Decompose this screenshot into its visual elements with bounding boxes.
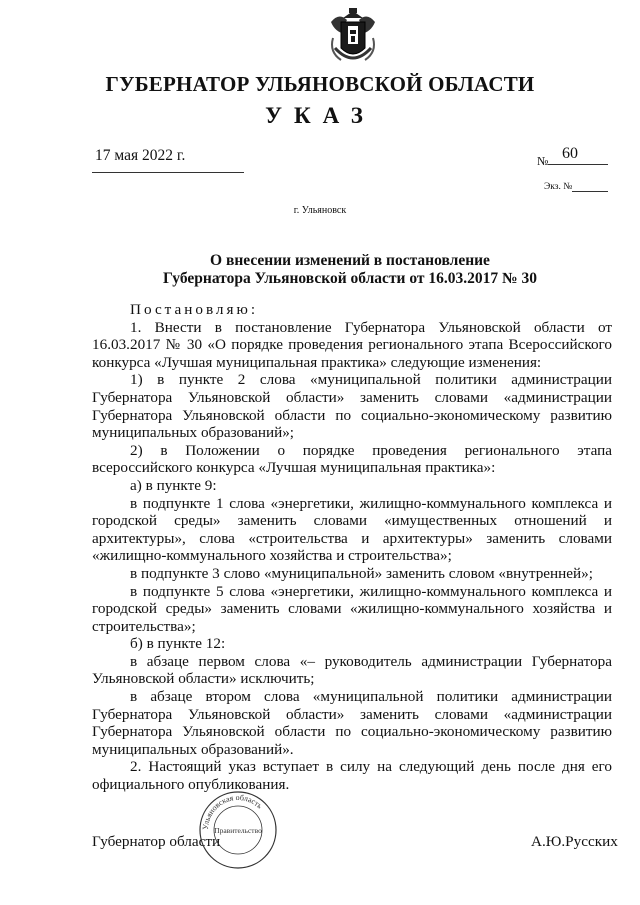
svg-text:Ульяновская область (201, 793, 264, 830)
body-paragraph: 1. Внести в постановление Губернатора Ульяновской области от 16.03.2017 № 30 «О порядке проведения регионального этапа Всероссийского конкурса «Лучшая муниципальная практика» следующие изменения: (92, 318, 612, 371)
seal-center-text: Правительство (214, 826, 262, 835)
body-paragraph: 2) в Положении о порядке проведения регионального этапа всероссийского конкурса «Лучшая муниципальная практика»: (92, 441, 612, 477)
copy-number-label: Экз. № (544, 182, 573, 192)
document-type: УКАЗ (265, 103, 375, 128)
coat-of-arms-icon (325, 8, 381, 70)
signatory-name: А.Ю.Русских (531, 833, 618, 850)
issuer-title: ГУБЕРНАТОР УЛЬЯНОВСКОЙ ОБЛАСТИ (105, 72, 535, 96)
document-subject (90, 252, 610, 288)
copy-number-underline (572, 191, 608, 192)
document-number: 60 (562, 145, 578, 162)
number-label: № (537, 154, 549, 168)
body-paragraph: 1) в пункте 2 слова «муниципальной политики администрации Губернатора Ульяновской области» заменить словами «администрации Губернатора Ульяновской области по социально-экономическому развитию муниципальных образований»; (92, 371, 612, 442)
body-paragraph: в абзаце втором слова «муниципальной политики администрации Губернатора Ульяновской области» заменить словами «администрации Губернатора Ульяновской области по социально-экономическому развитию муниципальных образований». (92, 688, 612, 758)
number-underline (548, 164, 608, 165)
body-paragraph: в подпункте 3 слово «муниципальной» заменить словом «внутренней»; (130, 564, 593, 582)
date-underline (92, 172, 244, 173)
document-date: 17 мая 2022 г. (95, 147, 186, 164)
seal-ring-text: Ульяновская область (200, 792, 265, 831)
body-paragraph: а) в пункте 9: (130, 476, 217, 494)
body-paragraph: в подпункте 1 слова «энергетики, жилищно-коммунального комплекса и городской среды» заменить словами «имущественных отношений и архитектуры», слова «строительства и архитектуры» заменить словами «жилищно-коммунального хозяйства и строительства»; (92, 494, 612, 565)
body-paragraph: в подпункте 5 слова «энергетики, жилищно-коммунального комплекса и городской среды» заменить словами «жилищно-коммунального хозяйства и строительства»; (92, 582, 612, 635)
city-label: г. Ульяновск (293, 205, 347, 216)
body-paragraph: б) в пункте 12: (130, 635, 226, 653)
body-paragraph: в абзаце первом слова «– руководитель администрации Губернатора Ульяновской области» исключить; (92, 652, 612, 688)
signatory-position: Губернатор области (92, 833, 221, 850)
document-body (92, 301, 612, 794)
subject-line-1: О внесении изменений в постановление (210, 252, 490, 269)
body-paragraph: 2. Настоящий указ вступает в силу на следующий день после дня его официального опубликования. (92, 758, 612, 794)
body-paragraph: Постановляю: (130, 301, 259, 318)
subject-line-2: Губернатора Ульяновской области от 16.03.2017 № 30 (163, 270, 537, 287)
official-seal-icon (198, 790, 278, 870)
